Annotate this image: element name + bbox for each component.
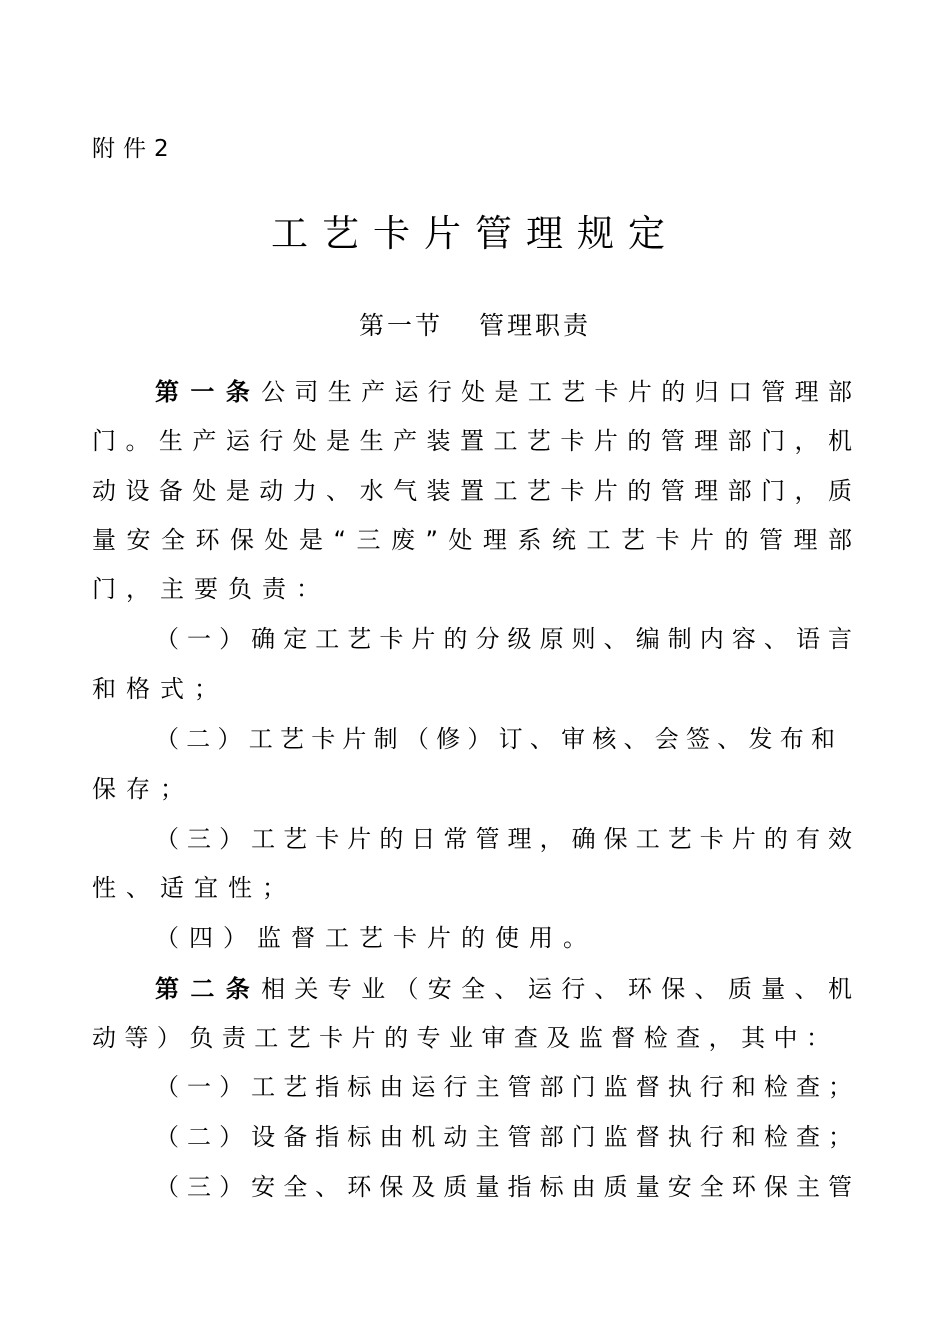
article1-item4-line1: （四）监督工艺卡片的使用。 [155, 924, 597, 952]
article2-label: 第二条 [155, 975, 262, 1003]
article1-item3-line2: 性、适宜性； [92, 874, 296, 902]
article1-line1 [155, 373, 852, 411]
article2-item1: （一）工艺指标由运行主管部门监督执行和检查； [155, 1073, 852, 1101]
attachment-label: 附件2 [92, 136, 177, 162]
article2-item3: （三）安全、环保及质量指标由质量安全环保主管 [155, 1173, 852, 1201]
article2-item2: （二）设备指标由机动主管部门监督执行和检查； [155, 1123, 852, 1151]
section-number: 第一节 [358, 311, 443, 340]
article1-item2-line2: 保存； [92, 775, 194, 803]
article1-line5: 门，主要负责： [92, 575, 330, 603]
article2-line2: 动等）负责工艺卡片的专业审查及监督检查，其中： [92, 1024, 830, 1052]
article1-text-1: 公司生产运行处是工艺卡片的归口管理部 [261, 378, 853, 406]
document-title: 工艺卡片管理规定 [271, 212, 679, 255]
article1-item2-line1: （二）工艺卡片制（修）订、审核、会签、发布和 [155, 725, 835, 753]
article1-line2: 门。生产运行处是生产装置工艺卡片的管理部门，机 [92, 427, 852, 455]
article2-text-1: 相关专业（安全、运行、环保、质量、机 [261, 975, 853, 1003]
article1-label: 第一条 [155, 378, 262, 406]
article1-item1-line2: 和格式； [92, 675, 228, 703]
section-title: 管理职责 [479, 311, 592, 340]
section-heading [0, 306, 950, 346]
article1-item1-line1: （一）确定工艺卡片的分级原则、编制内容、语言 [155, 625, 852, 653]
article1-line4: 量安全环保处是“三废”处理系统工艺卡片的管理部 [92, 526, 852, 554]
article1-line3: 动设备处是动力、水气装置工艺卡片的管理部门，质 [92, 477, 852, 505]
article2-line1 [155, 970, 852, 1008]
article1-item3-line1: （三）工艺卡片的日常管理，确保工艺卡片的有效 [155, 825, 852, 853]
